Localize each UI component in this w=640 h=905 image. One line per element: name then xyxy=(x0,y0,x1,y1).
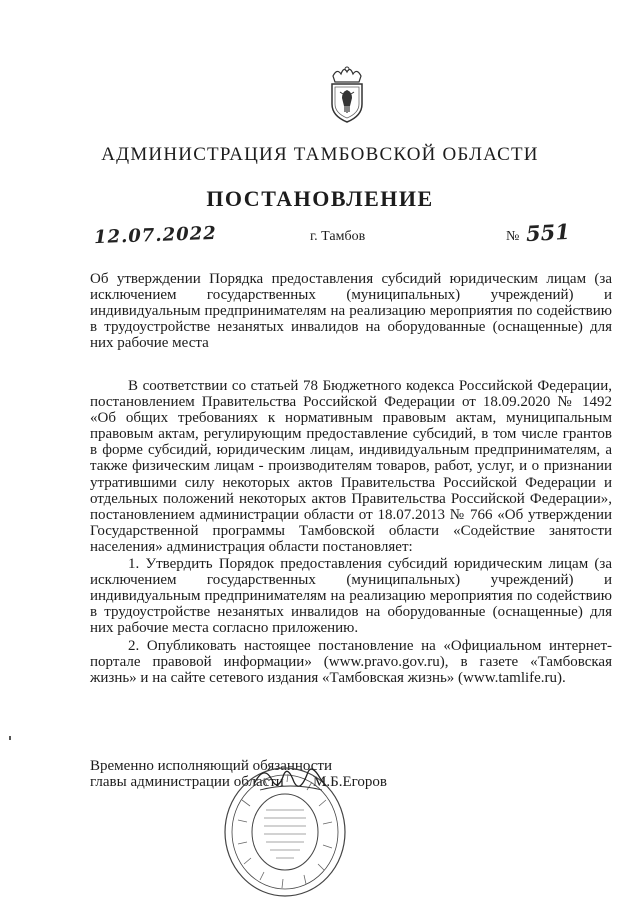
item-1-paragraph: 1. Утвердить Порядок предоставления субсидий юридическим лицам (за исключением государственных (муниципальных) учреждений) и индивидуальным предпринимателям на реализацию мероприятия по содействию в трудоустройстве незанятых инвалидов на оборудованные (оснащенные) для них рабочие места согласно приложению. xyxy=(90,556,612,637)
document-type-heading: ПОСТАНОВЛЕНИЕ xyxy=(206,186,434,211)
scan-margin-mark xyxy=(9,736,11,740)
preamble-paragraph: В соответствии со статьей 78 Бюджетного кодекса Российской Федерации, постановлением Правительства Российской Федерации от 18.09.2020 № 1492 «Об общих требованиях к нормативным правовым актам, муниципальным правовым актам, регулирующим предоставление субсидий, в том числе грантов в форме субсидий, юридическим лицам, индивидуальным предпринимателям, а также физическим лицам - производителям товаров, работ, услуг, и о признании утратившими силу некоторых актов Правительства Российской Федерации и отдельных положений некоторых актов Правительства Российской Федерации», постановлением администрации области от 18.07.2013 № 766 «Об утверждении Государственной программы Тамбовской области «Содействие занятости населения» администрация области постановляет: xyxy=(90,378,612,555)
coat-of-arms-emblem xyxy=(323,62,371,124)
document-body xyxy=(90,378,612,686)
organization-title: АДМИНИСТРАЦИЯ ТАМБОВСКОЙ ОБЛАСТИ xyxy=(101,144,539,165)
signatory-position-line2: главы администрации области xyxy=(90,774,284,790)
number-label: № xyxy=(506,229,520,244)
signatory-position-line1: Временно исполняющий обязанности xyxy=(90,758,333,774)
handwritten-signature xyxy=(250,760,330,800)
signatory-name: М.Б.Егоров xyxy=(313,774,387,790)
document-city: г. Тамбов xyxy=(310,229,366,244)
document-number: 551 xyxy=(525,218,571,247)
item-2-paragraph: 2. Опубликовать настоящее постановление на «Официальном интернет-портале правовой информации» (www.pravo.gov.ru), в газете «Тамбовская жизнь» и на сайте сетевого издания «Тамбовская жизнь» (www.tamlife.ru). xyxy=(90,637,612,686)
document-subject: Об утверждении Порядка предоставления субсидий юридическим лицам (за исключением государственных (муниципальных) учреждений) и индивидуальным предпринимателям на реализацию мероприятия по содействию в трудоустройстве незанятых инвалидов на оборудованные (оснащенные) для них рабочие места xyxy=(90,271,612,351)
document-date: 12.07.2022 xyxy=(93,222,218,249)
